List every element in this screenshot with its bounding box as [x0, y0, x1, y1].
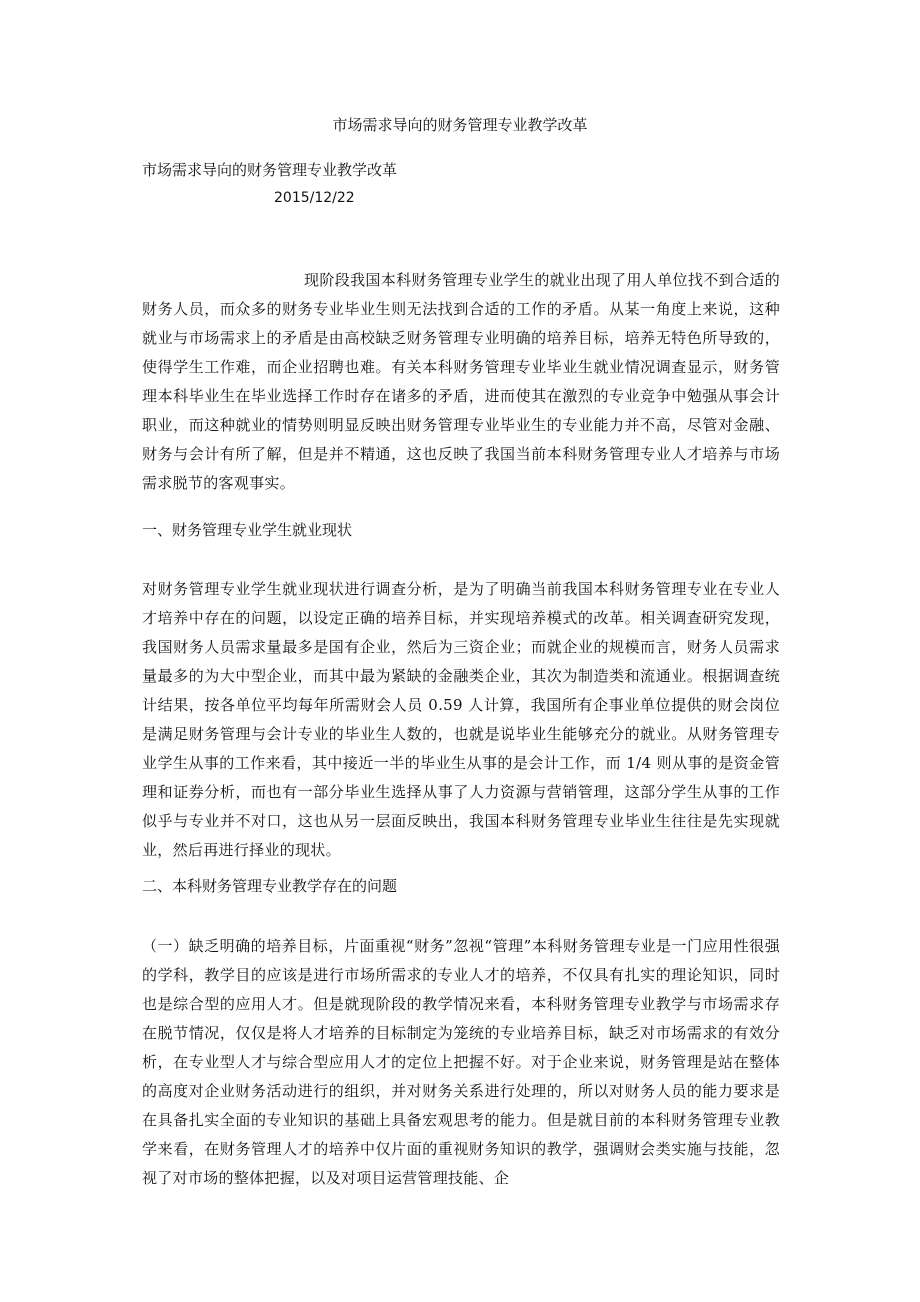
- section-heading-employment: 一、财务管理专业学生就业现状: [142, 521, 353, 539]
- article-date: 2015/12/22: [274, 190, 355, 206]
- article-subtitle: 市场需求导向的财务管理专业教学改革: [142, 161, 398, 179]
- section-heading-problems: 二、本科财务管理专业教学存在的问题: [142, 877, 398, 895]
- paragraph-training-goals: （一）缺乏明确的培养目标，片面重视“财务”忽视“管理”本科财务管理专业是一门应用性很强的学科，教学目的应该是进行市场所需求的专业人才的培养，不仅具有扎实的理论知识，同时也是综合型的应用人才。但是就现阶段的教学情况来看，本科财务管理专业教学与市场需求存在脱节情况，仅仅是将人才培养的目标制定为笼统的专业培养目标，缺乏对市场需求的有效分析，在专业型人才与综合型应用人才的定位上把握不好。对于企业来说，财务管理是站在整体的高度对企业财务活动进行的组织，并对财务关系进行处理的，所以对财务人员的能力要求是在具备扎实全面的专业知识的基础上具备宏观思考的能力。但是就目前的本科财务管理专业教学来看，在财务管理人才的培养中仅片面的重视财务知识的教学，强调财会类实施与技能，忽视了对市场的整体把握，以及对项目运营管理技能、企: [142, 937, 780, 1187]
- document-title: 市场需求导向的财务管理专业教学改革: [332, 116, 588, 134]
- paragraph-employment-status: 对财务管理专业学生就业现状进行调查分析，是为了明确当前我国本科财务管理专业在专业人才培养中存在的问题，以设定正确的培养目标，并实现培养模式的改革。相关调查研究发现，我国财务人员需求量最多是国有企业，然后为三资企业；而就企业的规模而言，财务人员需求量最多的为大中型企业，而其中最为紧缺的金融类企业，其次为制造类和流通业。根据调查统计结果，按各单位平均每年所需财会人员 0.59 人计算，我国所有企事业单位提供的财会岗位是满足财务管理与会计专业的毕业生人数的，也就是说毕业生能够充分的就业。从财务管理专业学生从事的工作来看，其中接近一半的毕业生从事的是会计工作，而 1/4 则从事的是资金管理和证券分析，而也有一部分毕业生选择从事了人力资源与营销管理，这部分学生从事的工作似乎与专业并不对口，这也从另一层面反映出，我国本科财务管理专业毕业生往往是先实现就业，然后再进行择业的现状。: [142, 580, 780, 859]
- paragraph-intro: 现阶段我国本科财务管理专业学生的就业出现了用人单位找不到合适的财务人员，而众多的财务专业毕业生则无法找到合适的工作的矛盾。从某一角度上来说，这种就业与市场需求上的矛盾是由高校缺乏财务管理专业明确的培养目标，培养无特色所导致的，使得学生工作难，而企业招聘也难。有关本科财务管理专业毕业生就业情况调查显示，财务管理本科毕业生在毕业选择工作时存在诸多的矛盾，进而使其在激烈的专业竞争中勉强从事会计职业，而这种就业的情势则明显反映出财务管理专业毕业生的专业能力并不高，尽管对金融、财务与会计有所了解，但是并不精通，这也反映了我国当前本科财务管理专业人才培养与市场需求脱节的客观事实。: [142, 271, 780, 492]
